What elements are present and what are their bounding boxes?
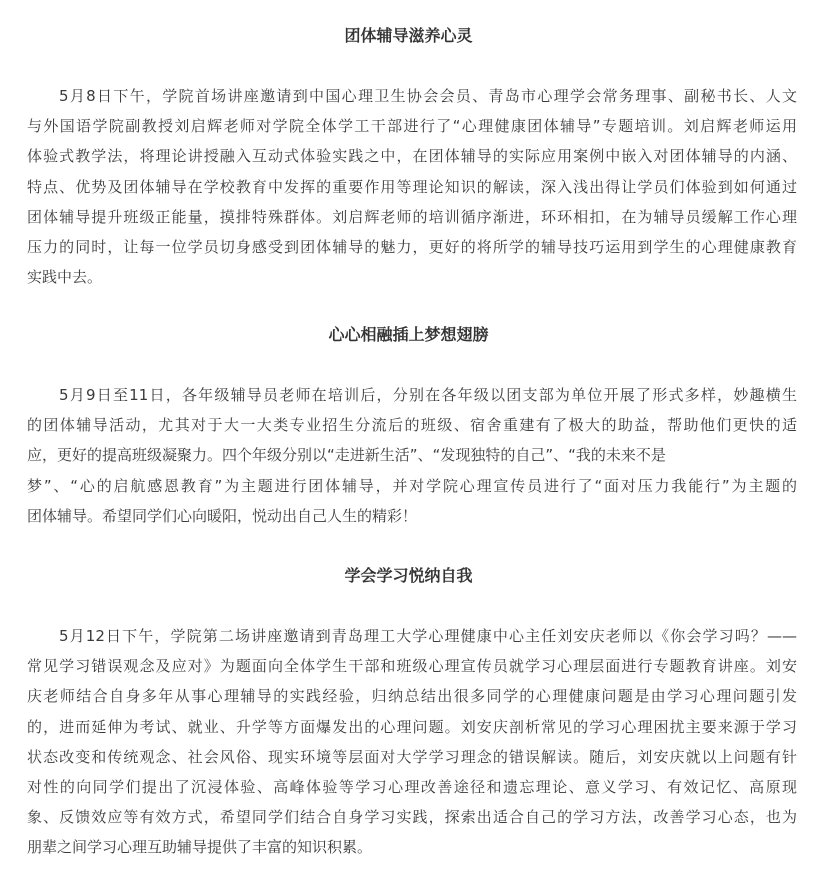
paragraph-line: 朋辈之间学习心理互助辅导提供了丰富的知识积累。: [27, 838, 373, 857]
paragraph-line: 团体辅导提升班级正能量，摸排特殊群体。刘启辉老师的培训循序渐进，环环相扣，在为辅导员缓解工作心理: [27, 207, 797, 226]
section-heading-1: 团体辅导滋养心灵: [344, 26, 473, 45]
paragraph-line: 5月8日下午，学院首场讲座邀请到中国心理卫生协会会员、青岛市心理学会常务理事、副秘书长、人文: [59, 87, 797, 105]
paragraph-line: 5月9日至11日，各年级辅导员老师在培训后，分别在各年级以团支部为单位开展了形式多样，妙趣横生: [59, 386, 797, 404]
paragraph-line: 团体辅导。希望同学们心向暖阳，悦动出自己人生的精彩！: [27, 506, 418, 525]
paragraph-line: 梦”、“心的启航感恩教育”为主题进行团体辅导，并对学院心理宣传员进行了“面对压力我能行”为主题的: [27, 476, 797, 495]
section-paragraph-1: [27, 81, 797, 292]
section-paragraph-2: [27, 380, 797, 531]
paragraph-line: 对性的向同学们提出了沉浸体验、高峰体验等学习心理改善途径和遗忘理论、意义学习、有效记忆、高原现: [27, 778, 797, 797]
paragraph-line: 5月12日下午，学院第二场讲座邀请到青岛理工大学心理健康中心主任刘安庆老师以《你会学习吗？——: [59, 627, 797, 645]
paragraph-line: 应，更好的提高班级凝聚力。四个年级分别以“走进新生活”、“发现独特的自己”、“我的未来不是: [27, 446, 666, 465]
section-paragraph-3: [27, 621, 797, 863]
paragraph-line: 庆老师结合自身多年从事心理辅导的实践经验，归纳总结出很多同学的心理健康问题是由学习心理问题引发: [27, 687, 797, 706]
paragraph-line: 与外国语学院副教授刘启辉老师对学院全体学工干部进行了“心理健康团体辅导”专题培训。刘启辉老师运用: [27, 117, 797, 136]
paragraph-line: 实践中去。: [27, 268, 103, 287]
paragraph-line: 体验式教学法，将理论讲授融入互动式体验实践之中，在团体辅导的实际应用案例中嵌入对团体辅导的内涵、: [27, 147, 797, 166]
section-heading-3: 学会学习悦纳自我: [344, 566, 473, 585]
paragraph-line: 状态改变和传统观念、社会风俗、现实环境等层面对大学学习理念的错误解读。随后，刘安庆就以上问题有针: [27, 747, 797, 766]
paragraph-line: 常见学习错误观念及应对》为题面向全体学生干部和班级心理宣传员就学习心理层面进行专题教育讲座。刘安: [27, 657, 797, 676]
section-heading-2: 心心相融插上梦想翅膀: [328, 325, 489, 344]
paragraph-line: 压力的同时，让每一位学员切身感受到团体辅导的魅力，更好的将所学的辅导技巧运用到学生的心理健康教育: [27, 238, 797, 257]
paragraph-line: 特点、优势及团体辅导在学校教育中发挥的重要作用等理论知识的解读，深入浅出得让学员们体验到如何通过: [27, 177, 797, 196]
paragraph-line: 的团体辅导活动，尤其对于大一大类专业招生分流后的班级、宿舍重建有了极大的助益，帮助他们更快的适: [27, 416, 797, 435]
paragraph-line: 的，进而延伸为考试、就业、升学等方面爆发出的心理问题。刘安庆剖析常见的学习心理困扰主要来源于学习: [27, 717, 797, 736]
paragraph-line: 象、反馈效应等有效方式，希望同学们结合自身学习实践，探索出适合自己的学习方法，改善学习心态，也为: [27, 808, 797, 827]
